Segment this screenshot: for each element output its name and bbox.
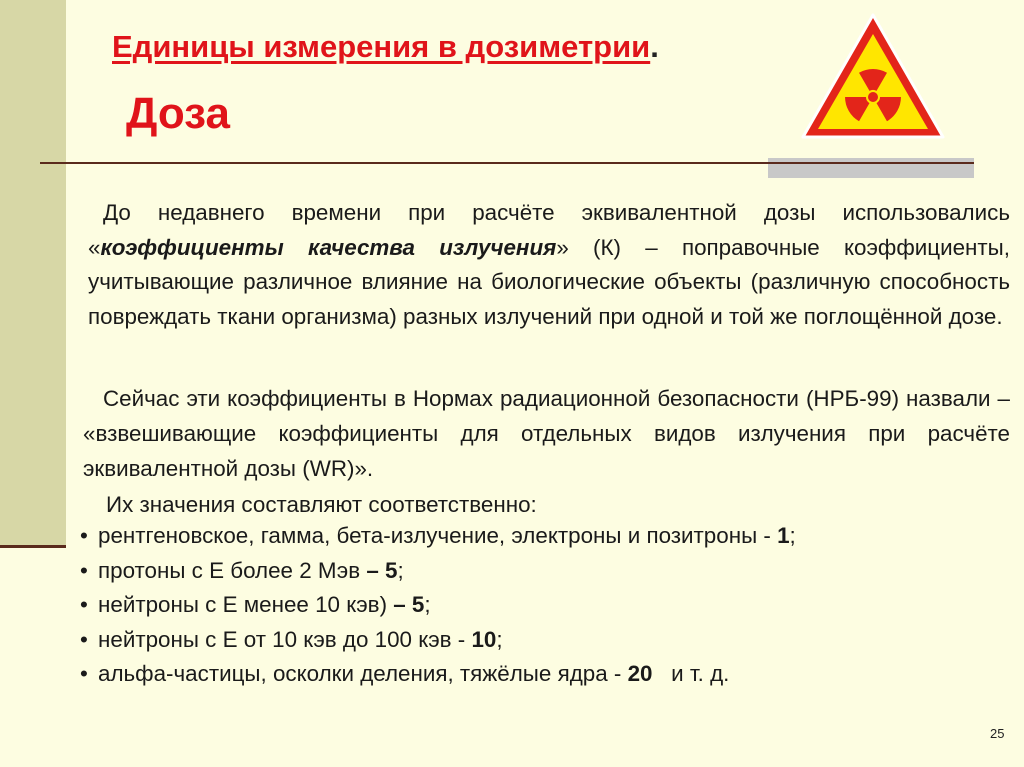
list-item-text: протоны с E более 2 Мэв (98, 557, 367, 583)
paragraph-2-first-line: Сейчас эти коэффициенты в Нормах радиационной безопасности (103, 386, 799, 411)
paragraph-1-emphasis: коэффициенты качества излучения (100, 234, 557, 260)
list-item (80, 588, 796, 623)
side-decoration-line (0, 545, 66, 548)
side-decoration-bar (0, 0, 66, 545)
page-number: 25 (990, 726, 1005, 741)
paragraph-1-text-before: использовались « (88, 200, 1010, 260)
paragraph-1 (88, 196, 1010, 334)
list-item-value: – 5 (366, 557, 398, 583)
list-item-suffix: ; (397, 557, 404, 583)
radiation-warning-icon (800, 12, 946, 140)
paragraph-1-text-after: » (К) – поправочные коэффициенты, учитывающие различное влияние на биологические объекты (различную способность повреждать ткани организма) разных излучений при одной и той же поглощённой дозе. (88, 234, 1010, 329)
weighting-factor-list (80, 519, 796, 692)
list-item-suffix: ; (424, 592, 431, 618)
list-item-suffix: ; (496, 626, 503, 652)
list-item-value: 1 (777, 523, 790, 548)
slide-title-text: Единицы измерения в дозиметрии (112, 29, 651, 64)
list-item-text: альфа-частицы, осколки деления, тяжёлые ядра - (98, 661, 628, 687)
list-item (80, 554, 796, 589)
list-item-suffix: ; (789, 523, 796, 548)
list-item (80, 623, 796, 658)
slide-title (112, 28, 659, 66)
header-accent-bar (768, 158, 974, 178)
list-item-text: рентгеновское, гамма, бета-излучение, электроны и позитроны - (98, 523, 778, 548)
list-item (80, 519, 796, 554)
paragraph-2 (83, 381, 1010, 486)
list-item-value: – 5 (393, 592, 425, 618)
list-lead-text: Их значения составляют соответственно: (106, 492, 537, 517)
slide-title-dot: . (650, 29, 659, 64)
paragraph-2-rest: (НРБ-99) назвали – «взвешивающие коэффициенты для отдельных видов излучения при расчёте эквивалентной дозы (WR)». (83, 386, 1010, 481)
list-item-text: нейтроны с E от 10 кэв до 100 кэв - (98, 626, 472, 652)
header-divider (40, 162, 974, 164)
list-item-value: 20 (627, 661, 653, 687)
paragraph-1-first-line: До недавнего времени при расчёте эквивалентной дозы (103, 200, 816, 225)
list-item (80, 657, 796, 692)
list-item-text: нейтроны с E менее 10 кэв) (98, 592, 394, 618)
list-item-value: 10 (471, 626, 497, 652)
slide-subtitle: Доза (126, 89, 230, 138)
list-item-suffix: и т. д. (652, 661, 730, 687)
